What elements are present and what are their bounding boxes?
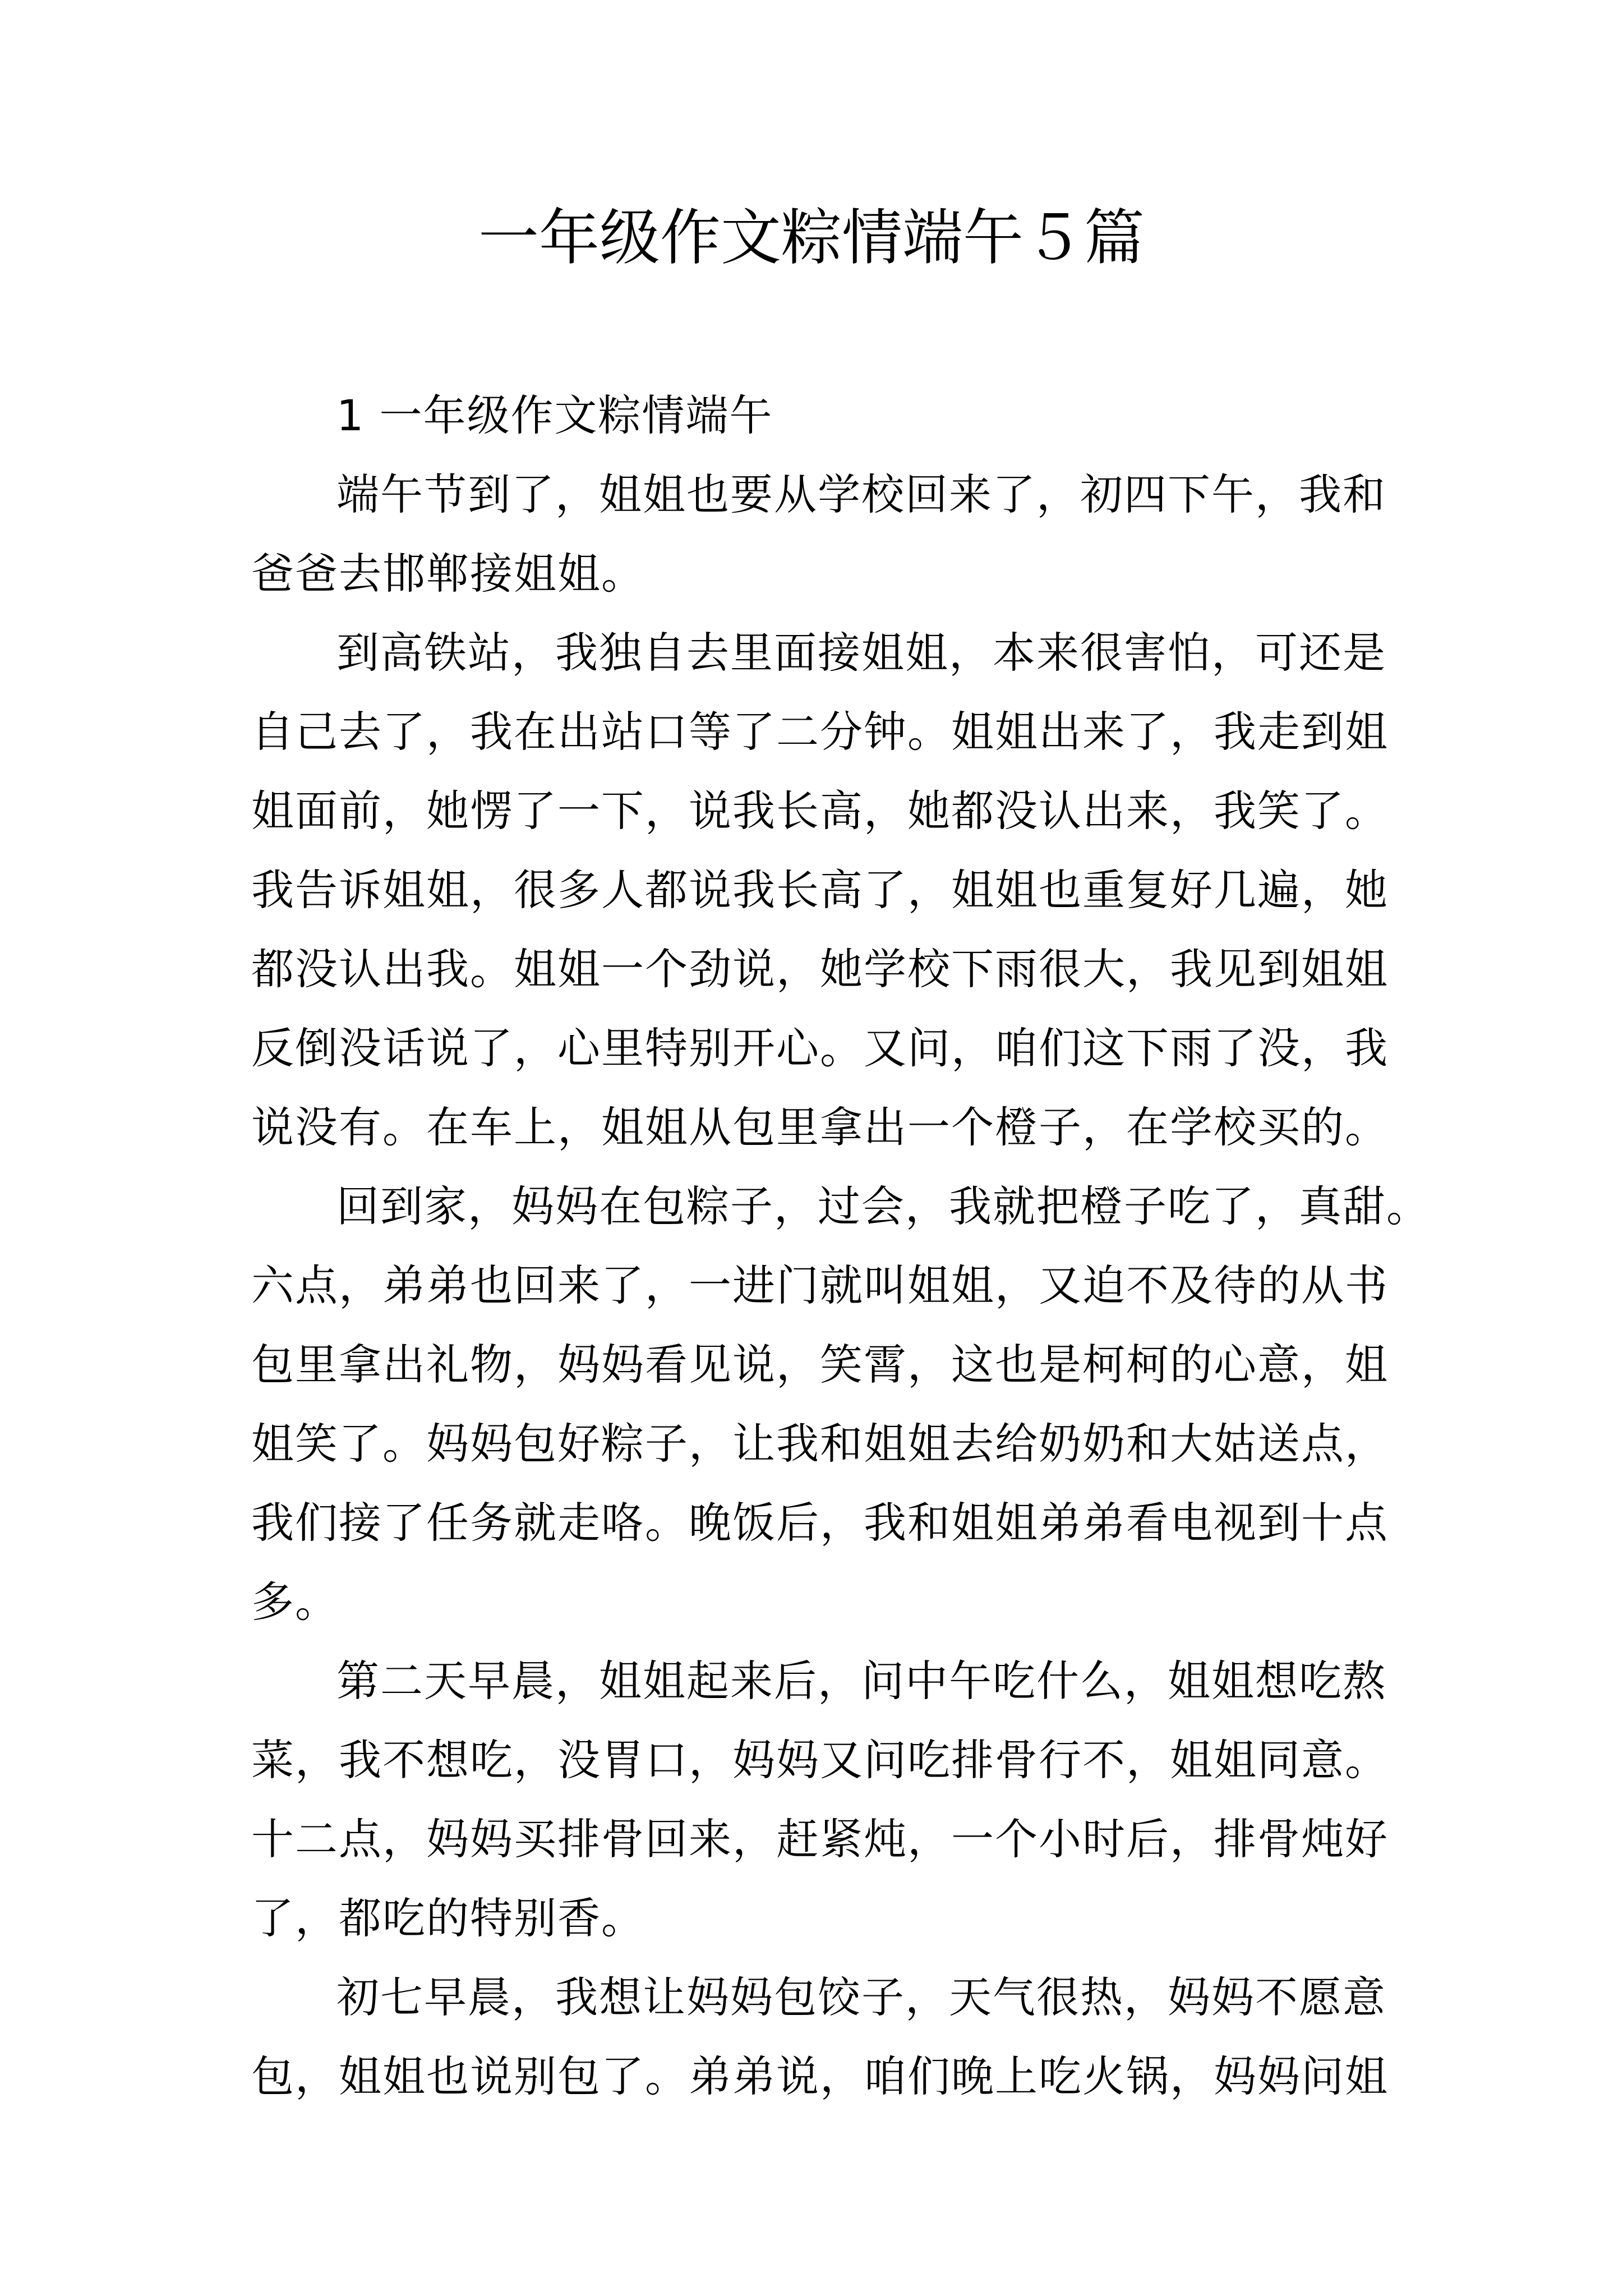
text-line: 1 一年级作文粽情端午	[336, 390, 773, 440]
document-title: 一年级作文粽情端午５篇	[478, 203, 1145, 273]
text-line: 都没认出我。姐姐一个劲说，她学校下雨很大，我见到姐姐	[251, 944, 1389, 994]
text-line: 十二点，妈妈买排骨回来，赶紧炖，一个小时后，排骨炖好	[251, 1814, 1389, 1864]
text-line: 姐笑了。妈妈包好粽子，让我和姐姐去给奶奶和大姑送点，	[251, 1419, 1389, 1469]
text-line: 我们接了任务就走咯。晚饭后，我和姐姐弟弟看电视到十点	[251, 1498, 1389, 1548]
text-line: 端午节到了，姐姐也要从学校回来了，初四下午，我和	[336, 470, 1386, 519]
text-line: 说没有。在车上，姐姐从包里拿出一个橙子，在学校买的。	[251, 1102, 1389, 1152]
text-line: 第二天早晨，姐姐起来后，问中午吃什么，姐姐想吃熬	[336, 1656, 1386, 1706]
text-line: 反倒没话说了，心里特别开心。又问，咱们这下雨了没，我	[251, 1023, 1389, 1073]
text-line: 菜，我不想吃，没胃口，妈妈又问吃排骨行不，姐姐同意。	[251, 1735, 1389, 1785]
text-line: 包，姐姐也说别包了。弟弟说，咱们晚上吃火锅，妈妈问姐	[251, 2051, 1389, 2101]
text-line: 六点，弟弟也回来了，一进门就叫姐姐，又迫不及待的从书	[251, 1260, 1389, 1310]
text-line: 爸爸去邯郸接姐姐。	[251, 549, 645, 599]
text-line: 自己去了，我在出站口等了二分钟。姐姐出来了，我走到姐	[251, 707, 1389, 757]
text-line: 到高铁站，我独自去里面接姐姐，本来很害怕，可还是	[336, 628, 1386, 678]
text-line: 包里拿出礼物，妈妈看见说，笑霄，这也是柯柯的心意，姐	[251, 1340, 1389, 1389]
text-line: 初七早晨，我想让妈妈包饺子，天气很热，妈妈不愿意	[336, 1972, 1386, 2022]
text-line: 了，都吃的特别香。	[251, 1893, 645, 1943]
text-line: 多。	[251, 1577, 339, 1627]
text-line: 姐面前，她愣了一下，说我长高，她都没认出来，我笑了。	[251, 786, 1389, 836]
text-line: 我告诉姐姐，很多人都说我长高了，姐姐也重复好几遍，她	[251, 865, 1389, 915]
document-body	[251, 376, 1430, 2116]
text-line: 回到家，妈妈在包粽子，过会，我就把橙子吃了，真甜。	[336, 1181, 1430, 1231]
